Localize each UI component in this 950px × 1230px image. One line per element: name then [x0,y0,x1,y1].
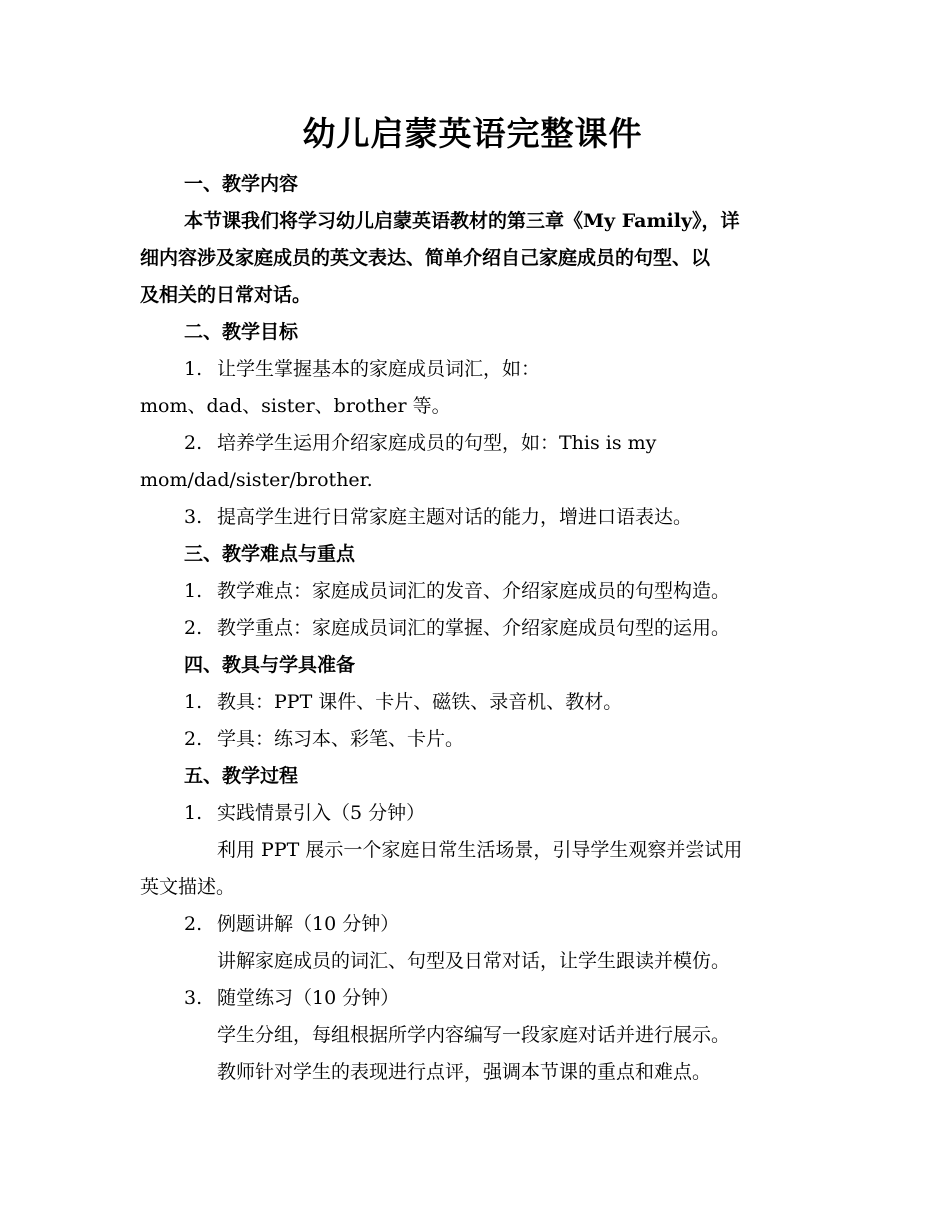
item-text-wrap: mom/dad/sister/brother. [140,469,373,491]
item-detail: 讲解家庭成员的词汇、句型及日常对话，让学生跟读并模仿。 [217,950,731,972]
item-text: 教学重点：家庭成员词汇的掌握、介绍家庭成员句型的运用。 [217,617,731,639]
section-heading: 四、教具与学具准备 [184,654,356,676]
section-heading: 二、教学目标 [184,321,299,343]
item-number: 3. [184,506,203,528]
item-text: 让学生掌握基本的家庭成员词汇，如： [217,358,541,380]
item-number: 2. [184,728,203,750]
item-text: 例题讲解（10 分钟） [217,913,400,935]
section-heading: 一、教学内容 [184,173,299,195]
item-text: 教具：PPT 课件、卡片、磁铁、录音机、教材。 [217,691,623,713]
item-text: 学具：练习本、彩笔、卡片。 [217,728,465,750]
item-detail: 利用 PPT 展示一个家庭日常生活场景，引导学生观察并尝试用 [217,839,743,861]
list-item [140,425,805,462]
item-text: 教学难点：家庭成员词汇的发音、介绍家庭成员的句型构造。 [217,580,731,602]
list-item [140,573,805,610]
item-text: 实践情景引入（5 分钟） [217,802,426,824]
item-detail: 学生分组，每组根据所学内容编写一段家庭对话并进行展示。 [217,1024,731,1046]
list-item [140,721,805,758]
item-number: 2. [184,617,203,639]
list-item [140,610,805,647]
list-item [140,795,805,832]
item-text: 培养学生运用介绍家庭成员的句型，如：This is my [217,432,657,454]
item-detail-wrap: 英文描述。 [140,876,236,898]
item-number: 1. [184,580,203,602]
item-number: 2. [184,432,203,454]
paragraph-line: 细内容涉及家庭成员的英文表达、简单介绍自己家庭成员的句型、以 [140,247,711,269]
item-text: 随堂练习（10 分钟） [217,987,400,1009]
list-item [140,906,805,943]
item-number: 1. [184,802,203,824]
item-number: 3. [184,987,203,1009]
document-page [140,112,805,1091]
list-item [140,351,805,388]
section-heading: 三、教学难点与重点 [184,543,356,565]
document-title: 幼儿启蒙英语完整课件 [302,114,643,153]
item-number: 2. [184,913,203,935]
paragraph-line: 及相关的日常对话。 [140,284,312,306]
item-text-wrap: mom、dad、sister、brother 等。 [140,395,451,417]
item-detail: 教师针对学生的表现进行点评，强调本节课的重点和难点。 [217,1061,712,1083]
item-number: 1. [184,358,203,380]
list-item [140,980,805,1017]
item-number: 1. [184,691,203,713]
list-item [140,684,805,721]
section-paragraph [140,203,805,314]
list-item [140,499,805,536]
section-heading: 五、教学过程 [184,765,299,787]
item-text: 提高学生进行日常家庭主题对话的能力，增进口语表达。 [217,506,693,528]
paragraph-line: 本节课我们将学习幼儿启蒙英语教材的第三章《My Family》，详 [184,210,740,232]
